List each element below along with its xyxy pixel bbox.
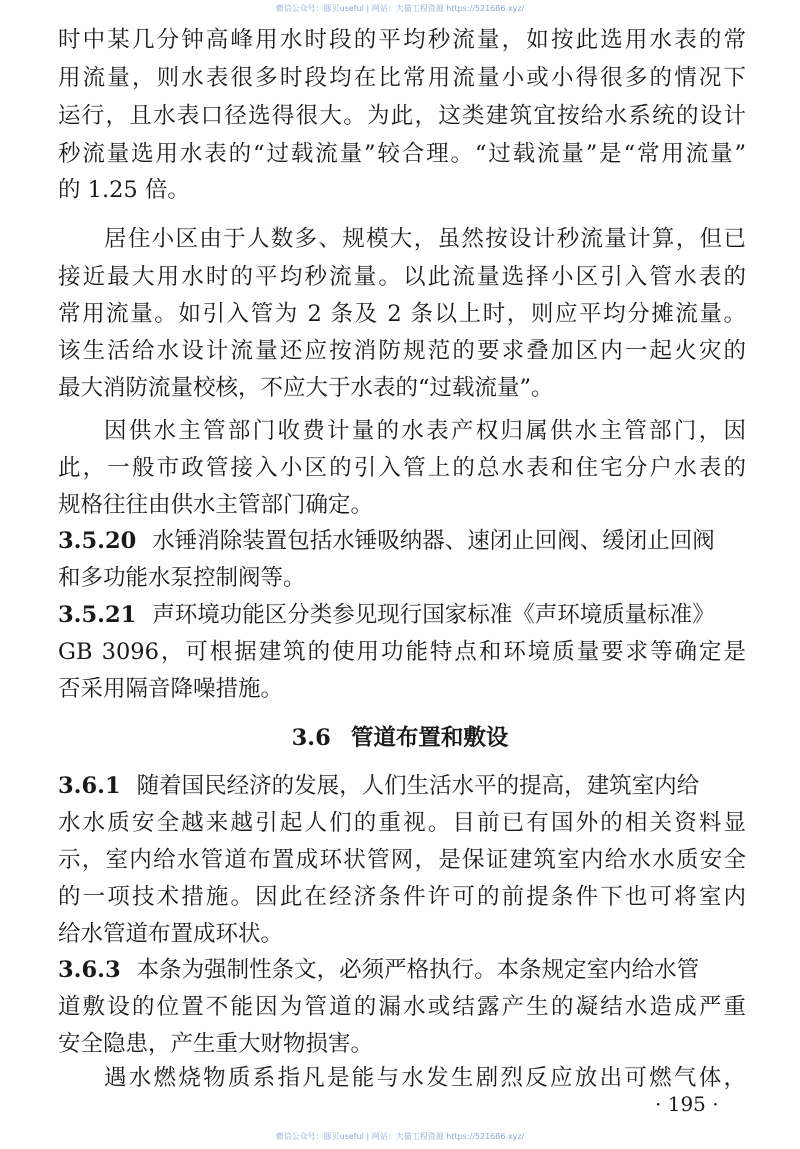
text-line: 秒流量选用水表的“过载流量”较合理。“过载流量”是“常用流量” <box>58 141 746 167</box>
text-line: 的一项技术措施。因此在经济条件许可的前提条件下也可将室内 <box>58 884 746 910</box>
clause-line <box>58 526 746 556</box>
text-line: 用流量，则水表很多时段均在比常用流量小或小得很多的情况下 <box>58 65 746 91</box>
clause-number: 3.6.3 <box>58 957 121 983</box>
text-line: 规格往往由供水主管部门确定。 <box>58 492 374 518</box>
text-line: 和多功能水泵控制阀等。 <box>58 565 306 591</box>
clause-number: 3.6.1 <box>58 773 121 799</box>
text-line: 该生活给水设计流量还应按消防规范的要求叠加区内一起火灾的 <box>58 338 746 364</box>
clause-text: 本条为强制性条文，必须严格执行。本条规定室内给水管 <box>136 957 700 983</box>
text-line: 最大消防流量校核，不应大于水表的“过载流量”。 <box>58 375 554 401</box>
text-line: 否采用隔音降噪措施。 <box>58 676 284 702</box>
text-line: 的 1.25 倍。 <box>58 177 190 203</box>
clause-line <box>58 600 746 630</box>
clause-text: 随着国民经济的发展，人们生活水平的提高，建筑室内给 <box>136 773 700 799</box>
text-line: 此，一般市政管接入小区的引入管上的总水表和住宅分户水表的 <box>58 455 746 481</box>
section-heading <box>0 720 800 752</box>
clause-line <box>58 955 746 985</box>
text-line: 接近最大用水时的平均秒流量。以此流量选择小区引入管水表的 <box>58 264 746 290</box>
text-line: 水水质安全越来越引起人们的重视。目前已有国外的相关资料显 <box>58 810 746 836</box>
text-line: 遇水燃烧物质系指凡是能与水发生剧烈反应放出可燃气体， <box>104 1065 746 1091</box>
watermark-bottom: 微信公众号：豚贝useful | 网站：大猫工程资源 https://521686.xyz/ <box>275 1132 525 1141</box>
clause-number: 3.5.21 <box>58 602 137 628</box>
text-line: 因供水主管部门收费计量的水表产权归属供水主管部门，因 <box>104 418 746 444</box>
clause-line <box>58 771 746 801</box>
clause-text: 声环境功能区分类参见现行国家标准《声环境质量标准》 <box>152 602 715 628</box>
watermark-top: 微信公众号：豚贝useful | 网站：大猫工程资源 https://521686.xyz/ <box>275 4 525 13</box>
text-line: 给水管道布置成环状。 <box>58 921 284 947</box>
text-line: 运行，且水表口径选得很大。为此，这类建筑宜按给水系统的设计 <box>58 103 746 129</box>
text-line: 居住小区由于人数多、规模大，虽然按设计秒流量计算，但已 <box>104 226 746 252</box>
text-line: 示，室内给水管道布置成环状管网，是保证建筑室内给水水质安全 <box>58 847 746 873</box>
section-title: 管道布置和敷设 <box>350 725 509 751</box>
page-number: · 195 · <box>655 1092 719 1116</box>
clause-number: 3.5.20 <box>58 528 137 554</box>
text-line: 道敷设的位置不能因为管道的漏水或结露产生的凝结水造成严重 <box>58 994 746 1020</box>
text-line: 常用流量。如引入管为 2 条及 2 条以上时，则应平均分摊流量。 <box>58 301 746 327</box>
section-number: 3.6 <box>291 725 331 751</box>
text-line: 安全隐患，产生重大财物损害。 <box>58 1031 374 1057</box>
text-line: GB 3096，可根据建筑的使用功能特点和环境质量要求等确定是 <box>58 639 746 665</box>
clause-text: 水锤消除装置包括水锤吸纳器、速闭止回阀、缓闭止回阀 <box>152 528 715 554</box>
text-line: 时中某几分钟高峰用水时段的平均秒流量，如按此选用水表的常 <box>58 27 746 53</box>
